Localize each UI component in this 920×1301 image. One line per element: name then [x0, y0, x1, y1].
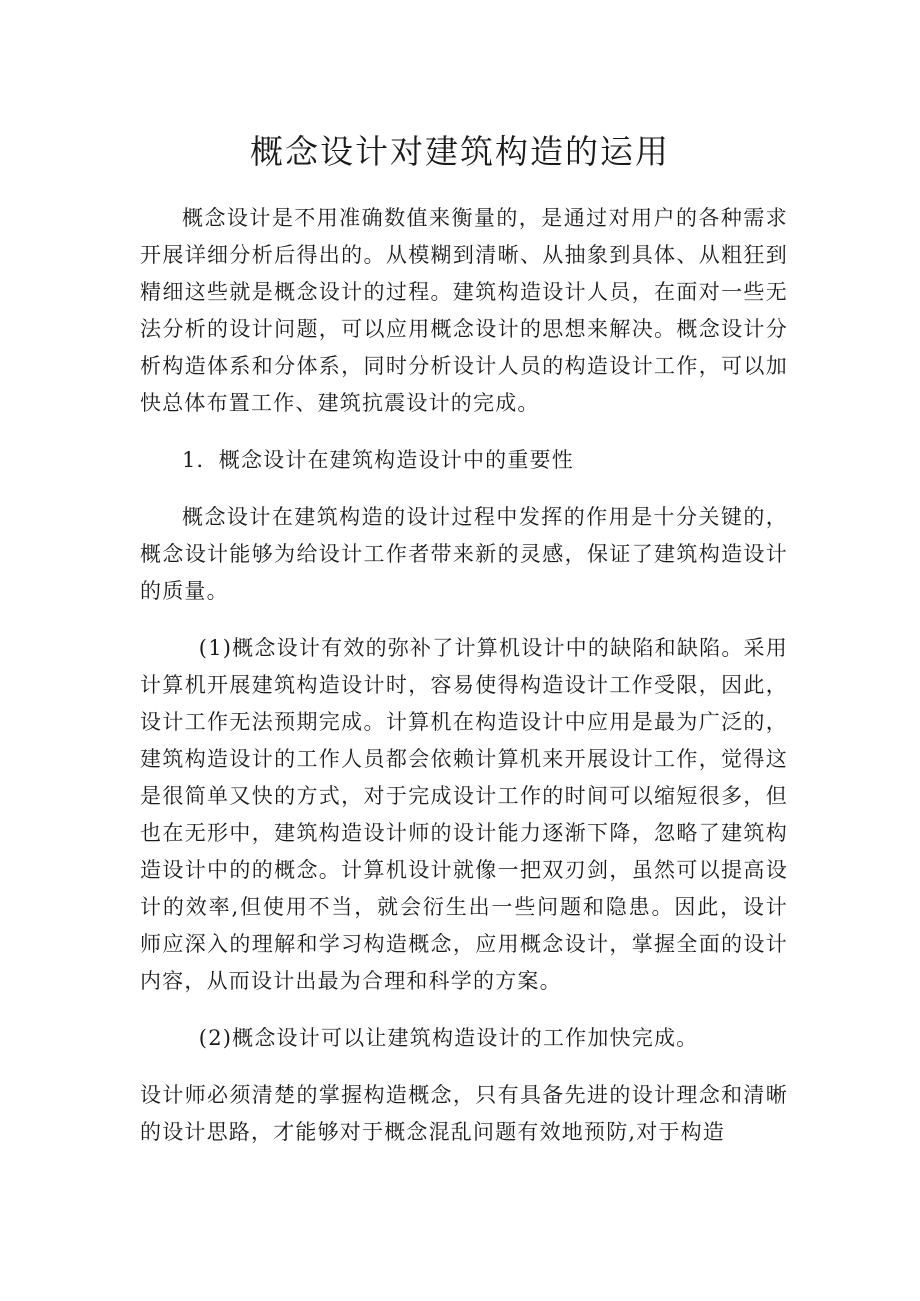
paragraph-point-1: (1)概念设计有效的弥补了计算机设计中的缺陷和缺陷。采用计算机开展建筑构造设计时，容易使得构造设计工作受限，因此，设计工作无法预期完成。计算机在构造设计中应用是最为广泛的，建筑构造设计的工作人员都会依赖计算机来开展设计工作，觉得这是很简单又快的方式，对于完成设计工作的时间可以缩短很多，但也在无形中，建筑构造设计师的设计能力逐渐下降，忽略了建筑构造设计中的的概念。计算机设计就像一把双刃剑，虽然可以提高设计的效率,但使用不当，就会衍生出一些问题和隐患。因此，设计师应深入的理解和学习构造概念，应用概念设计，掌握全面的设计内容，从而设计出最为合理和科学的方案。 [140, 636, 788, 993]
paragraph-intro: 概念设计是不用准确数值来衡量的，是通过对用户的各种需求开展详细分析后得出的。从模糊到清晰、从抽象到具体、从粗狂到精细这些就是概念设计的过程。建筑构造设计人员，在面对一些无法分析的设计问题，可以应用概念设计的思想来解决。概念设计分析构造体系和分体系，同时分析设计人员的构造设计工作，可以加快总体布置工作、建筑抗震设计的完成。 [140, 206, 788, 415]
paragraph-importance: 概念设计在建筑构造的设计过程中发挥的作用是十分关键的，概念设计能够为给设计工作者带来新的灵感，保证了建筑构造设计的质量。 [140, 505, 788, 603]
paragraph-continuation: 设计师必须清楚的掌握构造概念，只有具备先进的设计理念和清晰的设计思路，才能够对于概念混乱问题有效地预防,对于构造 [140, 1083, 788, 1144]
section-heading-1: 1．概念设计在建筑构造设计中的重要性 [182, 448, 574, 472]
document-title: 概念设计对建筑构造的运用 [250, 132, 670, 171]
paragraph-point-2: (2)概念设计可以让建筑构造设计的工作加快完成。 [198, 1026, 699, 1050]
document-body [140, 200, 788, 1151]
